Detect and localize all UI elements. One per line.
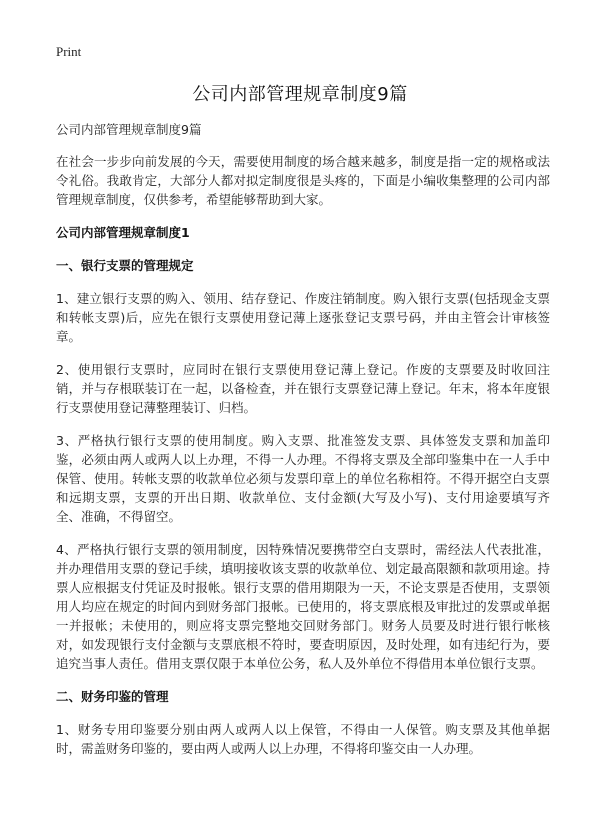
heading-bank-cheques: 一、银行支票的管理规定 <box>56 258 194 273</box>
paragraph-1: 1、建立银行支票的购入、领用、结存登记、作废注销制度。购入银行支票(包括现金支票和转帐支票)后，应先在银行支票使用登记薄上逐张登记支票号码，并由主管会计审核签章。 <box>56 291 550 344</box>
heading-financial-seals: 二、财务印鉴的管理 <box>56 689 169 704</box>
print-label[interactable]: Print <box>56 44 82 59</box>
paragraph-3: 3、严格执行银行支票的使用制度。购入支票、批准签发支票、具体签发支票和加盖印鉴，必须由两人或两人以上办理，不得一人办理。不得将支票及全部印鉴集中在一人手中保管、使用。转帐支票的收款单位必须与发票印章上的单位名称相符。不得开据空白支票和远期支票，支票的开出日期、收款单位、支付金额(大写及小写)、支付用途要填写齐全、准确，不得留空。 <box>56 433 550 524</box>
paragraph-5: 1、财务专用印鉴要分别由两人或两人以上保管，不得由一人保管。购支票及其他单据时，需盖财务印鉴的，要由两人或两人以上办理，不得将印鉴交由一人办理。 <box>56 722 550 756</box>
paragraph-4: 4、严格执行银行支票的领用制度，因特殊情况要携带空白支票时，需经法人代表批准，并办理借用支票的登记手续，填明接收该支票的收款单位、划定最高限额和款项用途。持票人应根据支付凭证及时报帐。银行支票的借用期限为一天，不论支票是否使用，支票领用人均应在规定的时间内到财务部门报帐。已使用的，将支票底根及审批过的发票或单据一并报帐；未使用的，则应将支票完整地交回财务部门。财务人员要及时进行银行帐核对，如发现银行支付金额与支票底根不符时，要查明原因，及时处理，如有违纪行为，要追究当事人责任。借用支票仅限于本单位公务，私人及外单位不得借用本单位银行支票。 <box>56 542 550 671</box>
page-title: 公司内部管理规章制度9篇 <box>192 84 408 105</box>
document-subtitle: 公司内部管理规章制度9篇 <box>56 122 202 137</box>
section-title: 公司内部管理规章制度1 <box>56 225 190 240</box>
paragraph-2: 2、使用银行支票时，应同时在银行支票使用登记薄上登记。作废的支票要及时收回注销，并与存根联装订在一起，以备检查，并在银行支票登记薄上登记。年末，将本年度银行支票使用登记薄整理装订、归档。 <box>56 362 550 415</box>
intro-paragraph: 在社会一步步向前发展的今天，需要使用制度的场合越来越多，制度是指一定的规格或法令礼俗。我敢肯定，大部分人都对拟定制度很是头疼的，下面是小编收集整理的公司内部管理规章制度，仅供参考，希望能够帮助到大家。 <box>56 154 550 207</box>
document-body <box>56 152 550 772</box>
